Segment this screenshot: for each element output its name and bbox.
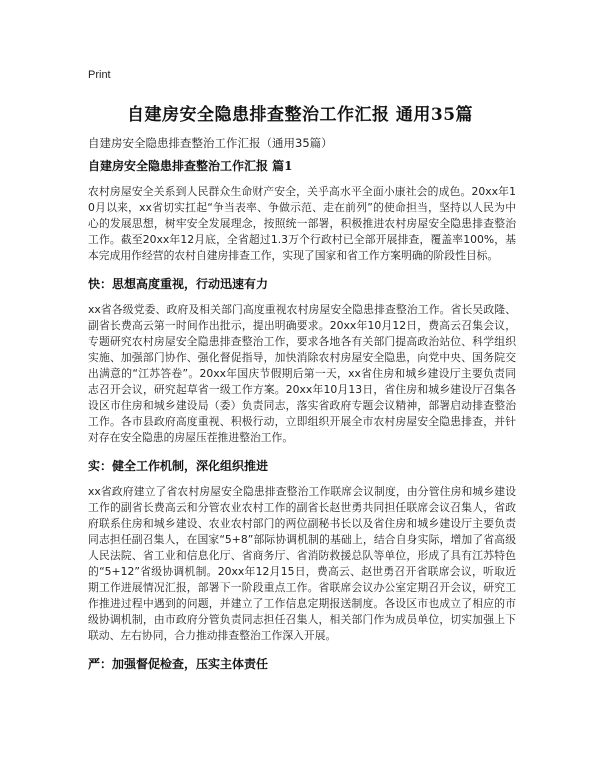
- section-body-solid: xx省政府建立了省农村房屋安全隐患排查整治工作联席会议制度，由分管住房和城乡建设工作的副省长费高云和分管农业农村工作的副省长赵世勇共同担任联席会议召集人，省政府联系住房和城乡建设、农业农村部门的两位副秘书长以及省住房和城乡建设厅主要负责同志担任副召集人，在国家“5+8”部际协调机制的基础上，结合自身实际，增加了省高级人民法院、省工业和信息化厅、省商务厅、省消防救援总队等单位，形成了具有江苏特色的“5+12”省级协调机制。20xx年12月15日，费高云、赵世勇召开省联席会议，听取近期工作进展情况汇报，部署下一阶段重点工作。省联席会议办公室定期召开会议，研究工作推进过程中遇到的问题，并建立了工作信息定期报送制度。各设区市也成立了相应的市级协调机制，由市政府分管负责同志担任召集人，相关部门作为成员单位，切实加强上下联动、左右协同，合力推动排查整治工作深入开展。: [88, 485, 516, 642]
- print-label: Print: [88, 69, 111, 81]
- article-body: [88, 158, 516, 682]
- document-title: 自建房安全隐患排查整治工作汇报 通用35篇: [126, 105, 474, 125]
- section-heading-strict: 严：加强督促检查，压实主体责任: [88, 657, 269, 671]
- intro-paragraph: 农村房屋安全关系到人民群众生命财产安全，关乎高水平全面小康社会的成色。20xx年10月以来，xx省切实扛起“争当表率、争做示范、走在前列”的使命担当，坚持以人民为中心的发展思想，树牢安全发展理念，按照统一部署，积极推进农村房屋安全隐患排查整治工作。截至20xx年12月底，全省超过1.3万个行政村已全部开展排查，覆盖率100%，基本完成用作经营的农村自建房排查工作，实现了国家和省工作方案明确的阶段性目标。: [88, 185, 516, 262]
- section-heading-fast: 快：思想高度重视，行动迅速有力: [88, 277, 269, 291]
- article-heading: 自建房安全隐患排查整治工作汇报 篇1: [88, 159, 293, 173]
- document-subtitle: 自建房安全隐患排查整治工作汇报（通用35篇）: [88, 136, 333, 150]
- section-body-fast: xx省各级党委、政府及相关部门高度重视农村房屋安全隐患排查整治工作。省长吴政隆、副省长费高云第一时间作出批示，提出明确要求。20xx年10月12日，费高云召集会议，专题研究农村房屋安全隐患排查整治工作，要求各地各有关部门提高政治站位、科学组织实施、加强部门协作、强化督促指导，加快消除农村房屋安全隐患，向党中央、国务院交出满意的“江苏答卷”。20xx年国庆节假期后第一天，xx省住房和城乡建设厅主要负责同志召开会议，研究起草省一级工作方案。20xx年10月13日，省住房和城乡建设厅召集各设区市住房和城乡建设局（委）负责同志，落实省政府专题会议精神，部署启动排查整治工作。各市县政府高度重视、积极行动，立即组织开展全市农村房屋安全隐患排查，并针对存在安全隐患的房屋压茬推进整治工作。: [88, 303, 516, 444]
- section-heading-solid: 实：健全工作机制，深化组织推进: [88, 459, 269, 473]
